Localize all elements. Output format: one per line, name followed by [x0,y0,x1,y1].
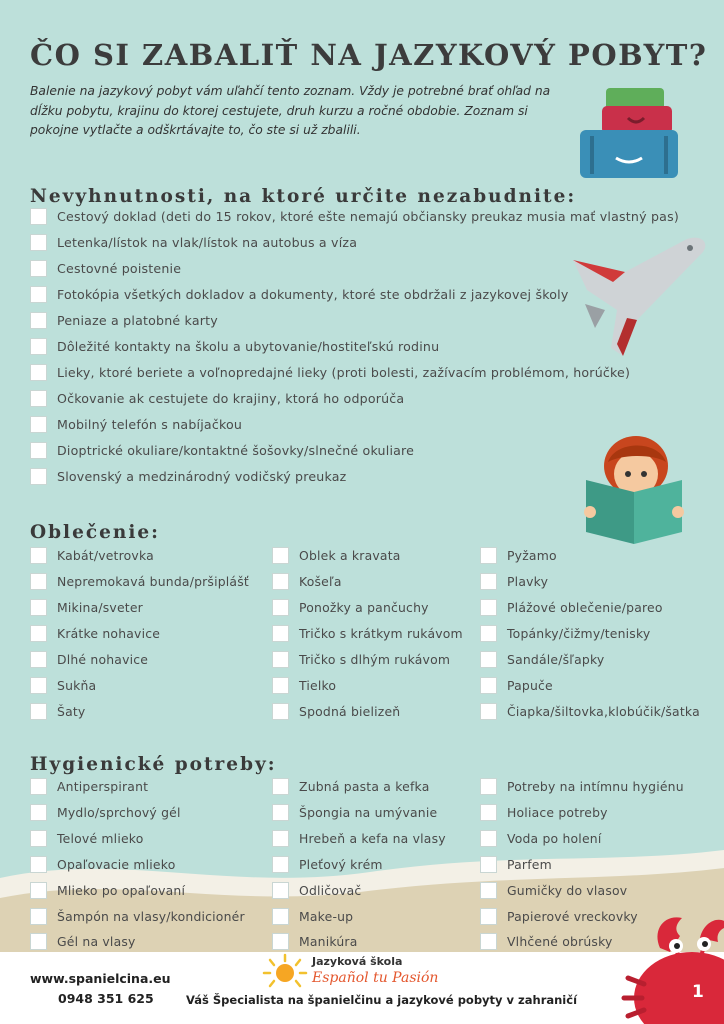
item-label: Telové mlieko [57,830,144,846]
checkbox[interactable] [480,547,497,564]
list-item[interactable] [480,571,548,591]
item-label: Lieky, ktoré beriete a voľnopredajné lieky (proti bolesti, zažívacím problémom, horúčke) [57,364,631,380]
checkbox[interactable] [480,625,497,642]
item-label: Papierové vreckovky [507,908,638,924]
reading-girl-icon [578,432,688,552]
checkbox[interactable] [272,677,289,694]
checkbox[interactable] [480,573,497,590]
item-label: Vlhčené obrúsky [507,933,613,949]
page-number: 1 [692,982,704,1002]
item-label: Manikúra [299,933,358,949]
list-item[interactable] [480,675,553,695]
list-item[interactable] [30,802,181,822]
checkbox[interactable] [272,804,289,821]
list-item[interactable] [480,854,552,874]
brand-name: Español tu Pasión [312,970,439,986]
checkbox[interactable] [272,703,289,720]
checkbox[interactable] [480,882,497,899]
list-item[interactable] [30,232,357,252]
list-item[interactable] [30,571,249,591]
checkbox[interactable] [30,856,47,873]
airplane-icon [565,232,715,362]
item-label: Nepremokavá bunda/pršiplášť [57,573,249,589]
item-label: Papuče [507,677,553,693]
list-item[interactable] [30,597,143,617]
checkbox[interactable] [480,933,497,950]
list-item[interactable] [30,854,175,874]
item-label: Tielko [299,677,337,693]
list-item[interactable] [480,597,663,617]
checkbox[interactable] [30,312,47,329]
list-item[interactable] [480,623,650,643]
list-item[interactable] [30,440,414,460]
list-item[interactable] [30,310,218,330]
list-item[interactable] [30,776,148,796]
list-item[interactable] [30,206,679,226]
checkbox[interactable] [480,804,497,821]
checkbox[interactable] [30,703,47,720]
sun-logo-icon [262,952,308,992]
list-item[interactable] [272,545,401,565]
checkbox[interactable] [272,599,289,616]
list-item[interactable] [272,880,361,900]
item-label: Sandále/šľapky [507,651,605,667]
list-item[interactable] [480,545,557,565]
item-label: Pyžamo [507,547,557,563]
item-label: Ponožky a pančuchy [299,599,429,615]
list-item[interactable] [30,258,181,278]
checkbox[interactable] [30,882,47,899]
checkbox[interactable] [272,625,289,642]
item-label: Košeľa [299,573,342,589]
item-label: Potreby na intímnu hygiénu [507,778,684,794]
list-item[interactable] [30,649,148,669]
item-label: Dlhé nohavice [57,651,149,667]
item-label: Plážové oblečenie/pareo [507,599,663,615]
suitcases-icon [576,82,686,187]
list-item[interactable] [480,880,627,900]
item-label: Make-up [299,908,354,924]
checkbox[interactable] [272,933,289,950]
checkbox[interactable] [30,599,47,616]
item-label: Hrebeň a kefa na vlasy [299,830,446,846]
item-label: Šampón na vlasy/kondicionér [57,908,245,924]
item-label: Tričko s dlhým rukávom [299,651,451,667]
item-label: Fotokópia všetkých dokladov a dokumenty, ktoré ste obdržali z jazykovej školy [57,286,569,302]
checkbox[interactable] [480,856,497,873]
item-label: Slovenský a medzinárodný vodičský preukaz [57,468,347,484]
checkbox[interactable] [30,234,47,251]
checkbox[interactable] [30,468,47,485]
item-label: Mikina/sveter [57,599,143,615]
checkbox[interactable] [480,599,497,616]
crab-icon [600,908,724,1024]
item-label: Voda po holení [507,830,602,846]
checkbox[interactable] [272,830,289,847]
list-item[interactable] [272,701,400,721]
checkbox[interactable] [480,830,497,847]
checkbox[interactable] [30,573,47,590]
checkbox[interactable] [480,677,497,694]
list-item[interactable] [272,906,353,926]
item-label: Krátke nohavice [57,625,161,641]
list-item[interactable] [480,802,608,822]
essentials-heading: Nevyhnutnosti, na ktoré určite nezabudnite: [30,186,577,207]
checkbox[interactable] [30,416,47,433]
list-item[interactable] [30,931,136,951]
list-item[interactable] [272,854,383,874]
item-label: Parfem [507,856,552,872]
checkbox[interactable] [30,364,47,381]
list-item[interactable] [480,931,613,951]
checkbox[interactable] [30,804,47,821]
school-name: Jazyková škola [312,955,403,968]
checkbox[interactable] [30,651,47,668]
item-label: Oblek a kravata [299,547,401,563]
list-item[interactable] [272,623,463,643]
checkbox[interactable] [30,338,47,355]
checkbox[interactable] [480,778,497,795]
checkbox[interactable] [272,573,289,590]
item-label: Mydlo/sprchový gél [57,804,181,820]
checkbox[interactable] [30,260,47,277]
item-label: Cestový doklad (deti do 15 rokov, ktoré ešte nemajú občiansky preukaz musia mať vlastný pas) [57,208,679,224]
item-label: Letenka/lístok na vlak/lístok na autobus a víza [57,234,358,250]
checkbox[interactable] [30,547,47,564]
checkbox[interactable] [272,547,289,564]
list-item[interactable] [30,701,85,721]
item-label: Čiapka/šiltovka,klobúčik/šatka [507,703,700,719]
phone-number: 0948 351 625 [58,991,154,1006]
list-item[interactable] [272,931,358,951]
list-item[interactable] [272,802,437,822]
item-label: Gumičky do vlasov [507,882,628,898]
website-link[interactable]: www.spanielcina.eu [30,971,171,986]
checkbox[interactable] [30,778,47,795]
list-item[interactable] [480,828,601,848]
item-label: Mobilný telefón s nabíjačkou [57,416,243,432]
list-item[interactable] [272,675,336,695]
checkbox[interactable] [30,933,47,950]
checkbox[interactable] [272,651,289,668]
list-item[interactable] [480,776,684,796]
item-label: Šaty [57,703,86,719]
clothing-heading: Oblečenie: [30,522,160,543]
checkbox[interactable] [30,442,47,459]
item-label: Tričko s krátkym rukávom [299,625,463,641]
checkbox[interactable] [272,908,289,925]
item-label: Peniaze a platobné karty [57,312,218,328]
item-label: Plavky [507,573,549,589]
item-label: Špongia na umývanie [299,804,438,820]
item-label: Očkovanie ak cestujete do krajiny, ktorá ho odporúča [57,390,405,406]
item-label: Sukňa [57,677,97,693]
list-item[interactable] [30,545,154,565]
item-label: Dioptrické okuliare/kontaktné šošovky/slnečné okuliare [57,442,415,458]
list-item[interactable] [30,880,185,900]
list-item[interactable] [30,466,346,486]
list-item[interactable] [30,414,242,434]
list-item[interactable] [272,828,446,848]
checkbox[interactable] [30,908,47,925]
list-item[interactable] [30,362,630,382]
item-label: Cestovné poistenie [57,260,182,276]
list-item[interactable] [480,649,604,669]
item-label: Antiperspirant [57,778,149,794]
checkbox[interactable] [480,651,497,668]
list-item[interactable] [480,701,700,721]
item-label: Mlieko po opaľovaní [57,882,186,898]
item-label: Gél na vlasy [57,933,136,949]
list-item[interactable] [272,597,429,617]
checkbox[interactable] [30,390,47,407]
checkbox[interactable] [272,778,289,795]
list-item[interactable] [30,906,245,926]
list-item[interactable] [272,649,450,669]
list-item[interactable] [272,571,342,591]
list-item[interactable] [30,284,569,304]
page-title: ČO SI ZABALIŤ NA JAZYKOVÝ POBYT? [30,38,708,72]
checkbox[interactable] [30,286,47,303]
list-item[interactable] [272,776,430,796]
checkbox[interactable] [272,856,289,873]
checkbox[interactable] [480,703,497,720]
item-label: Pleťový krém [299,856,383,872]
item-label: Spodná bielizeň [299,703,401,719]
item-label: Holiace potreby [507,804,608,820]
footer-tagline: Váš Špecialista na španielčinu a jazykové pobyty v zahraničí [186,993,578,1007]
checkbox[interactable] [30,677,47,694]
list-item[interactable] [30,828,144,848]
item-label: Kabát/vetrovka [57,547,154,563]
checkbox[interactable] [272,882,289,899]
item-label: Topánky/čižmy/tenisky [507,625,651,641]
item-label: Dôležité kontakty na školu a ubytovanie/hostiteľskú rodinu [57,338,440,354]
list-item[interactable] [30,388,404,408]
list-item[interactable] [30,336,439,356]
checkbox[interactable] [30,625,47,642]
list-item[interactable] [30,623,160,643]
hygiene-heading: Hygienické potreby: [30,754,277,775]
checkbox[interactable] [480,908,497,925]
checkbox[interactable] [30,830,47,847]
intro-text: Balenie na jazykový pobyt vám uľahčí tento zoznam. Vždy je potrebné brať ohľad na dĺžku pobytu, krajinu do ktorej cestujete, druh kurzu a ročné obdobie. Zoznam si pokojne vytlačte a odškrtávajte to, čo ste si už zbalili. [30,84,551,137]
list-item[interactable] [30,675,96,695]
item-label: Zubná pasta a kefka [299,778,430,794]
item-label: Odličovač [299,882,362,898]
item-label: Opaľovacie mlieko [57,856,176,872]
checkbox[interactable] [30,208,47,225]
